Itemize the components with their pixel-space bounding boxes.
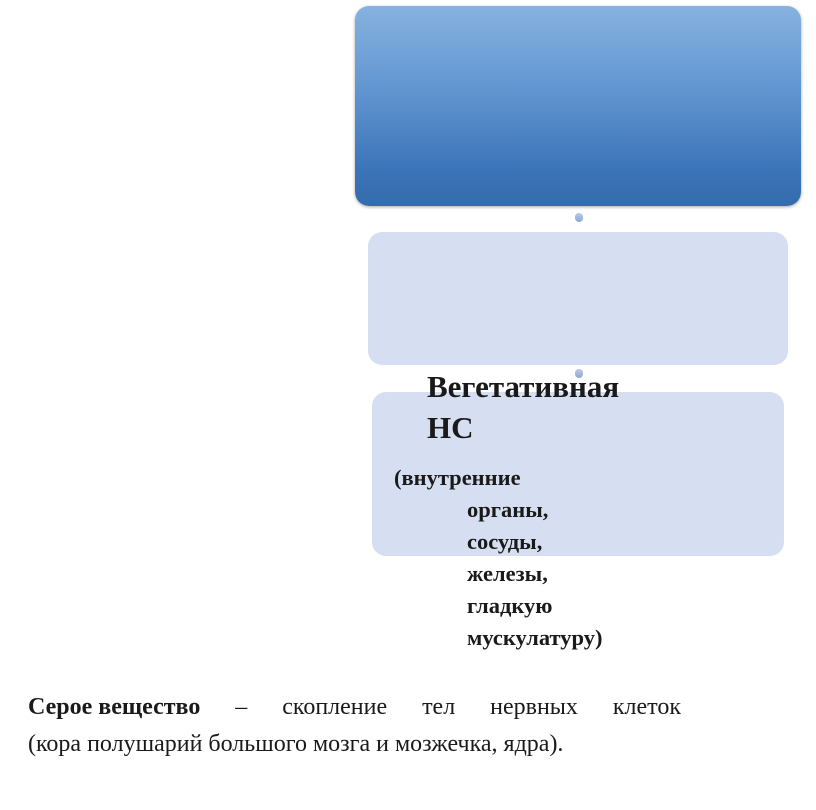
- definition-word: нервных: [490, 694, 578, 720]
- vegetative-ns-targets: [394, 462, 602, 654]
- definition-word: тел: [422, 694, 456, 720]
- vegetative-title-line1: Вегетативная: [427, 369, 620, 404]
- definition-line1: [28, 689, 681, 726]
- definition-dash: –: [235, 694, 248, 720]
- vegetative-title-line2: НС: [427, 410, 474, 445]
- target-glands: железы,: [467, 561, 548, 586]
- diagram-connector-top: [575, 213, 583, 222]
- vegetative-ns-title: [427, 366, 619, 448]
- targets-intro: (внутренние: [394, 465, 521, 490]
- definition-line2: (кора полушарий большого мозга и мозжечка, ядра).: [28, 731, 564, 757]
- definition-word: скопление: [282, 694, 388, 720]
- target-smooth: гладкую: [467, 593, 553, 618]
- diagram-box-top: [355, 6, 801, 206]
- definition-word: клеток: [612, 694, 681, 720]
- definition-term: Серое вещество: [28, 694, 201, 720]
- target-organs: органы,: [467, 497, 549, 522]
- target-musculature: мускулатуру): [467, 625, 603, 650]
- diagram-box-middle: [368, 232, 788, 365]
- gray-matter-definition: [28, 689, 681, 763]
- target-vessels: сосуды,: [467, 529, 543, 554]
